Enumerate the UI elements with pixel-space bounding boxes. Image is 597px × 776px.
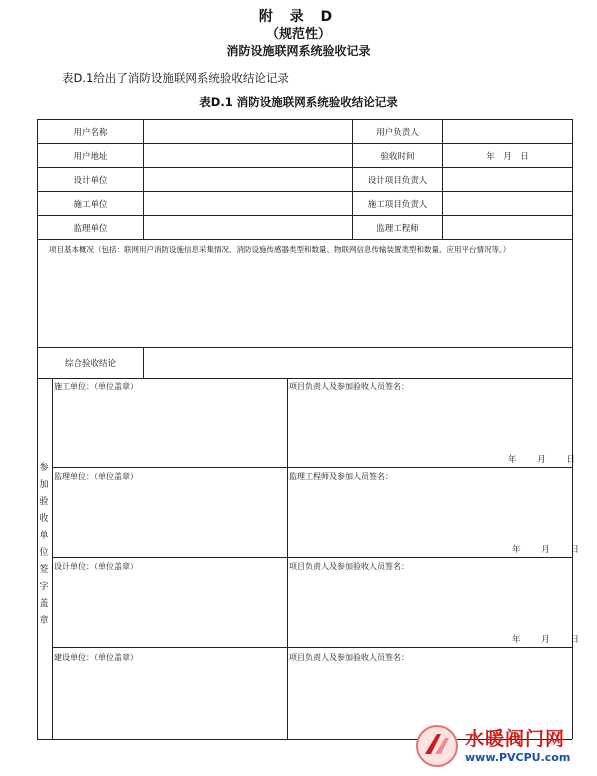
label-design-manager: 设计项目负责人: [367, 175, 428, 186]
appendix-subtitle: （规范性）: [265, 27, 331, 42]
sign-construction-date: 年 月 日: [508, 455, 575, 465]
label-user-name: 用户名称: [73, 127, 108, 138]
watermark-url: www.PVCPU.com: [465, 751, 571, 764]
label-user-manager: 用户负责人: [376, 127, 419, 138]
appendix-heading: 消防设施联网系统验收记录: [226, 44, 371, 58]
label-design-unit: 设计单位: [73, 175, 108, 186]
label-supervision-engineer: 监理工程师: [376, 223, 419, 234]
label-acceptance-time: 验收时间: [380, 151, 415, 162]
sign-design-unit: 设计单位：（单位盖章）: [54, 562, 138, 571]
watermark: [415, 722, 593, 774]
label-supervision-unit: 监理单位: [73, 223, 108, 234]
table-caption: 表D.1 消防设施联网系统验收结论记录: [199, 95, 398, 109]
sign-supervision-unit: 监理单位：（单位盖章）: [54, 472, 138, 481]
sign-design-signers: 项目负责人及参加验收人员签名：: [289, 562, 409, 571]
sign-design-date: 年 月 日: [512, 635, 579, 645]
label-construction-unit: 施工单位: [73, 199, 108, 210]
sign-owner-signers: 项目负责人及参加验收人员签名：: [289, 653, 409, 662]
watermark-brand: 水暖阀门网: [465, 728, 566, 750]
label-overall-conclusion: 综合验收结论: [64, 359, 116, 369]
appendix-title: 附 录 D: [258, 9, 339, 25]
pipe-logo-icon: [415, 724, 459, 768]
sign-construction-signers: 项目负责人及参加验收人员签名：: [289, 382, 409, 391]
sign-owner-unit: 建设单位：（单位盖章）: [54, 653, 138, 662]
intro-text: 表D.1给出了消防设施联网系统验收结论记录: [62, 71, 289, 85]
sign-section-label: 参加验收单位签字盖章: [39, 463, 49, 626]
acceptance-date-value: 年 月 日: [486, 151, 529, 162]
label-user-address: 用户地址: [73, 151, 108, 162]
label-construction-manager: 施工项目负责人: [367, 199, 428, 210]
project-overview-label: 项目基本概况（包括：联网用户消防设施信息采集情况、消防设施传感器类型和数量、物联网信息传输装置类型和数量、应用平台情况等。）: [49, 245, 511, 254]
sign-construction-unit: 施工单位：（单位盖章）: [54, 382, 138, 391]
sign-supervision-date: 年 月 日: [512, 545, 579, 555]
sign-supervision-signers: 监理工程师及参加人员签名：: [289, 472, 393, 481]
